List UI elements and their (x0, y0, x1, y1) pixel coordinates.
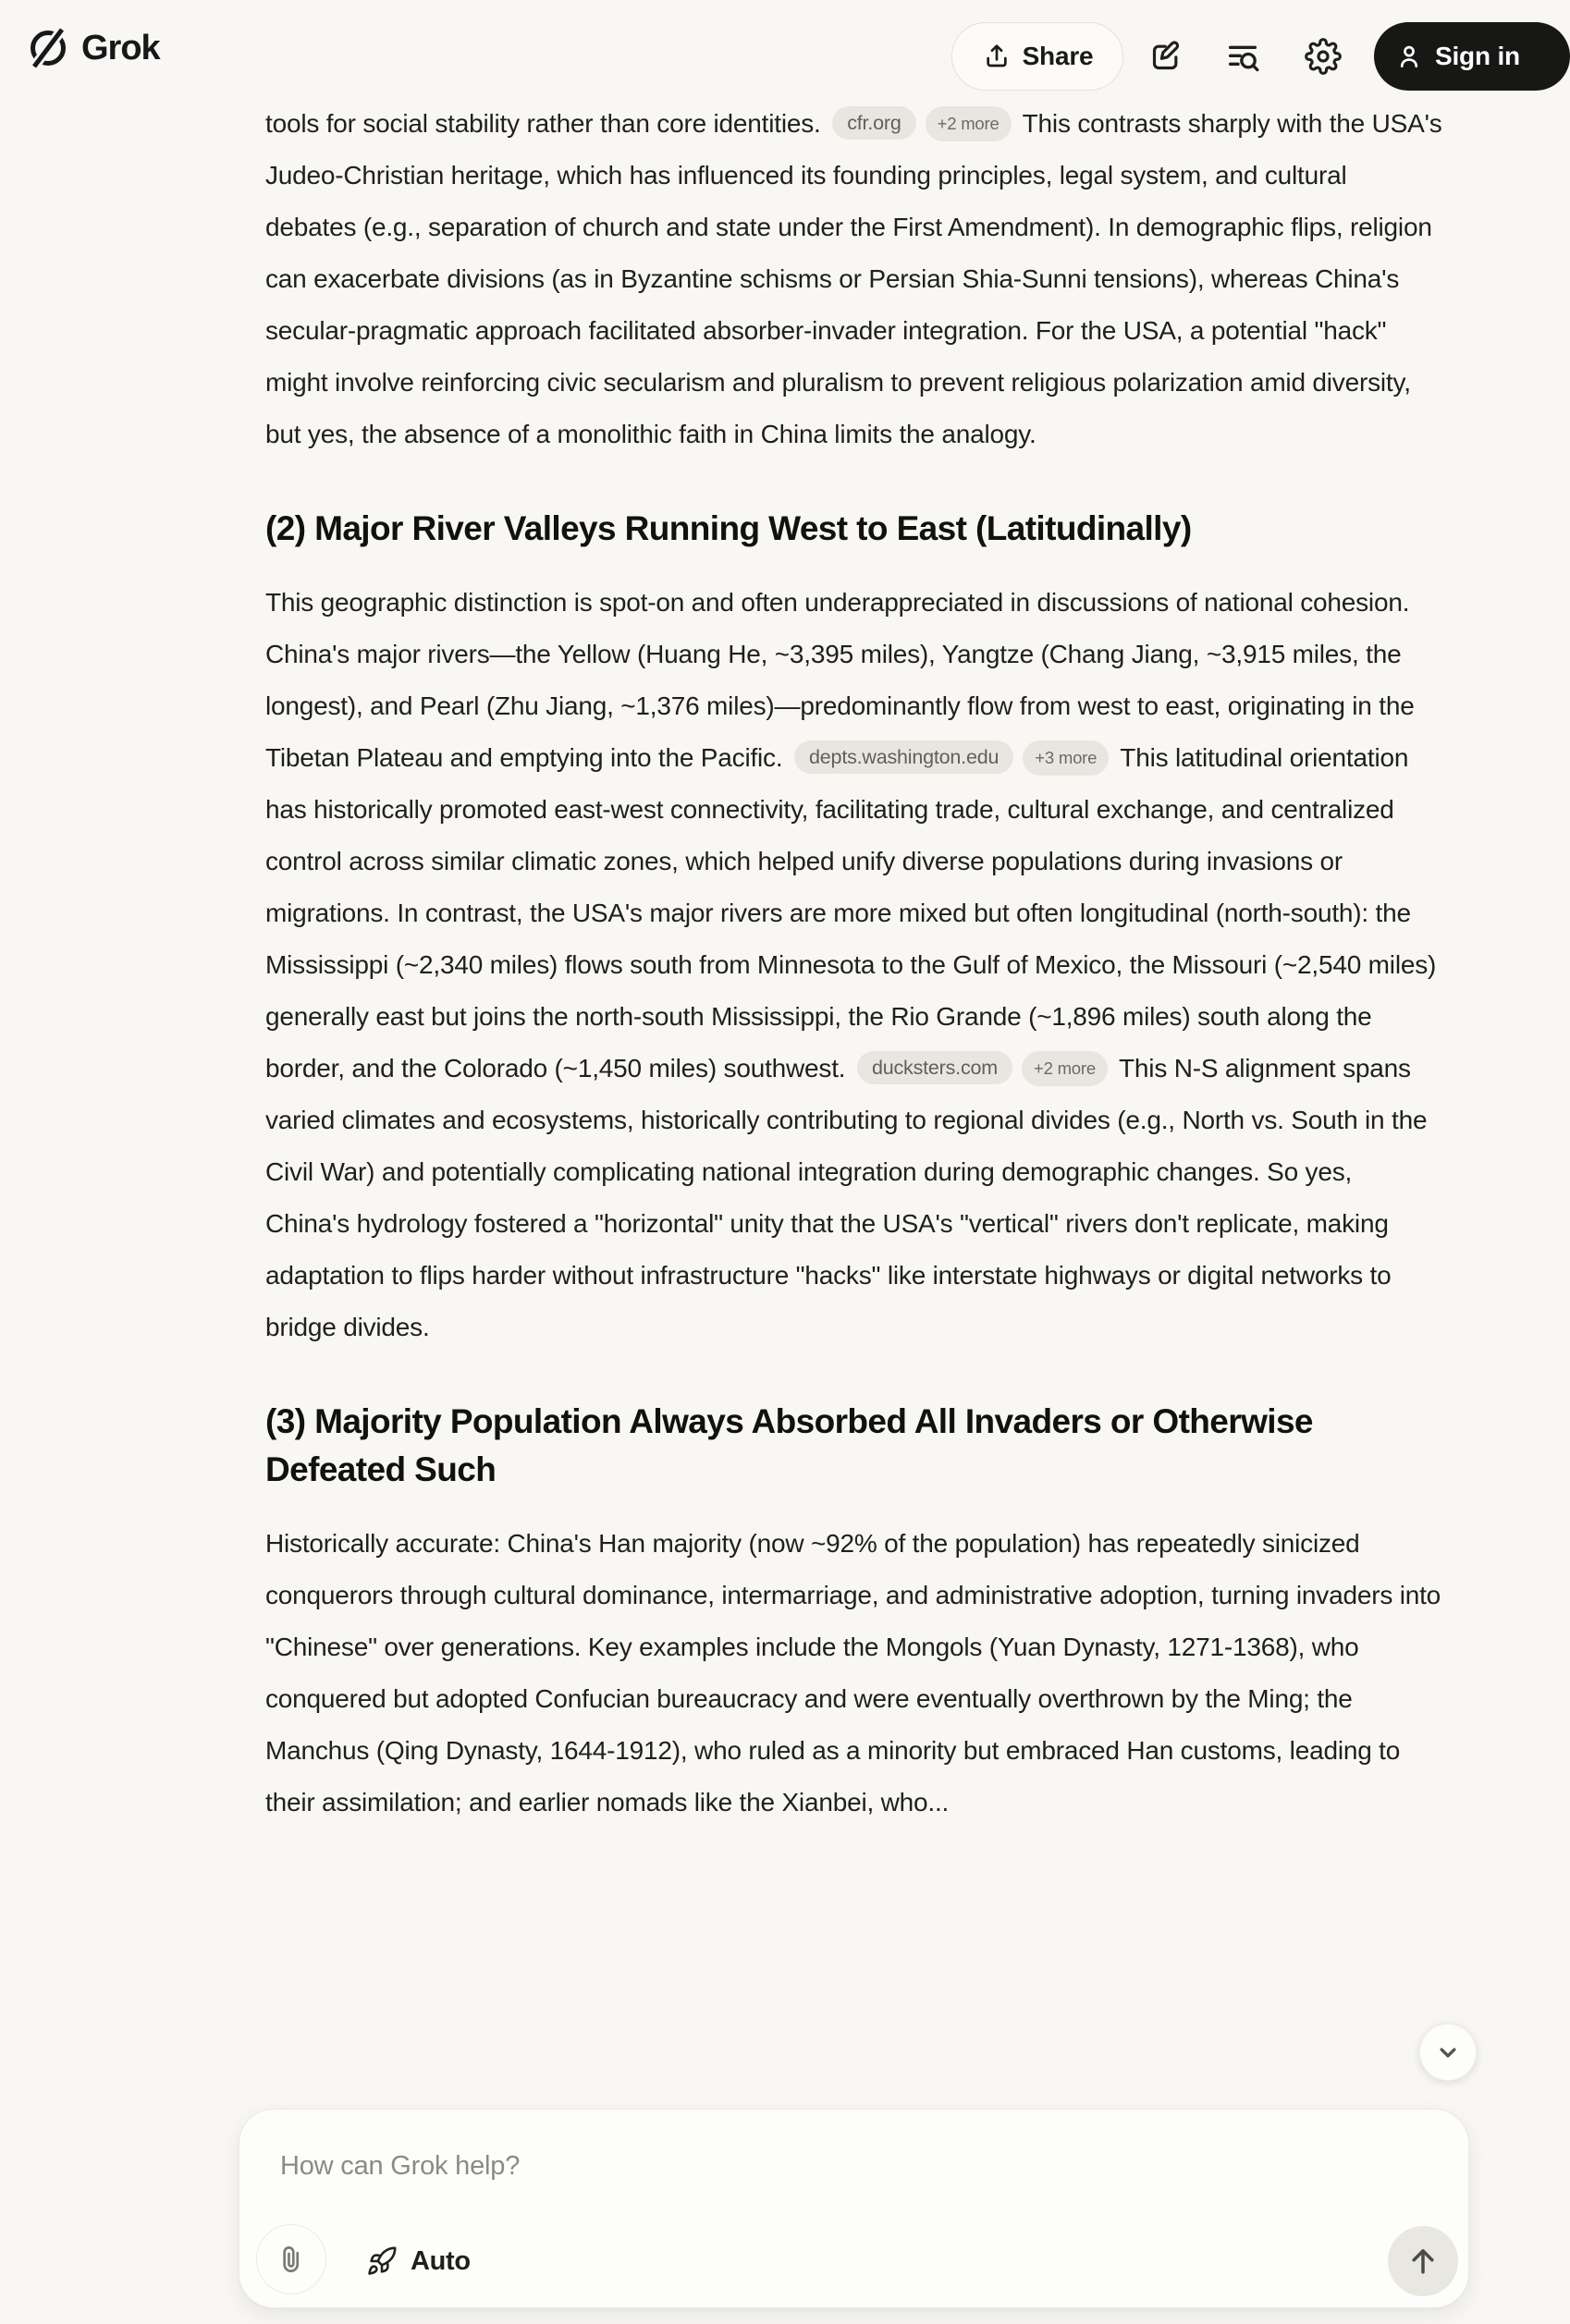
paragraph-religion (265, 98, 1442, 460)
paragraph-rivers (265, 577, 1442, 1353)
arrow-up-icon (1405, 2244, 1441, 2279)
settings-button[interactable] (1297, 31, 1349, 82)
gear-icon (1305, 38, 1342, 75)
scroll-to-bottom-button[interactable] (1419, 2024, 1477, 2081)
citation-more-pill[interactable]: +2 more (926, 106, 1012, 141)
message-input[interactable] (278, 2137, 1345, 2195)
citation-more-pill[interactable]: +3 more (1023, 740, 1109, 776)
top-bar (0, 0, 1520, 92)
share-label: Share (1022, 42, 1094, 70)
brand-name: Grok (81, 28, 160, 67)
person-icon (1394, 42, 1424, 71)
section-heading-rivers: (2) Major River Valleys Running West to East (Latitudinally) (265, 509, 1192, 547)
sign-in-label: Sign in (1435, 42, 1520, 70)
grok-logomark-icon (26, 26, 70, 70)
text-segment: This latitudinal orientation has historically promoted east-west connectivity, facilitating trade, cultural exchange, and centralized control across similar climatic zones, which helped unify diverse populations during invasions or migrations. In contrast, the USA's major rivers are more mixed but often longitudinal (north-south): the Mississippi (~2,340 miles) flows south from Minnesota to the Gulf of Mexico, the Missouri (~2,540 miles) generally east but joins the north-south Mississippi, the Rio Grande (~1,896 miles) south along the border, and the Colorado (~1,450 miles) southwest. (265, 743, 1437, 1082)
text-segment: tools for social stability rather than core identities. (265, 109, 821, 138)
citation-pill[interactable]: ducksters.com (857, 1051, 1012, 1084)
text-segment: This N-S alignment spans varied climates and ecosystems, historically contributing to regional divides (e.g., North vs. South in the Civil War) and potentially complicating national integration during demographic changes. So yes, China's hydrology fostered a "horizontal" unity that the USA's "vertical" rivers don't replicate, making adaptation to flips harder without infrastructure "hacks" like interstate highways or digital networks to bridge divides. (265, 1054, 1428, 1341)
text-segment: This contrasts sharply with the USA's Judeo-Christian heritage, which has influenced its founding principles, legal system, and cultural debates (e.g., separation of church and state under the First Amendment). In demographic flips, religion can exacerbate divisions (as in Byzantine schisms or Persian Shia-Sunni tensions), whereas China's secular-pragmatic approach facilitated absorber-invader integration. For the USA, a potential "hack" might involve reinforcing civic secularism and pluralism to prevent religious polarization amid diversity, but yes, the absence of a monolithic faith in China limits the analogy. (265, 109, 1442, 448)
text-segment: Historically accurate: China's Han majority (now ~92% of the population) has repeatedly sinicized conquerors through cultural dominance, intermarriage, and administrative adoption, turning invaders into "Chinese" over generations. Key examples include the Mongols (Yuan Dynasty, 1271-1368), who conquered but adopted Confucian bureaucracy and were eventually overthrown by the Ming; the Manchus (Qing Dynasty, 1644-1912), who ruled as a minority but embraced Han customs, leading to their assimilation; and earlier nomads like the Xianbei, who... (265, 1529, 1441, 1816)
history-search-icon (1224, 38, 1261, 75)
mode-label: Auto (411, 2245, 471, 2276)
citation-pill[interactable]: cfr.org (832, 106, 915, 140)
sign-in-button[interactable] (1374, 22, 1570, 91)
compose-icon (1147, 38, 1184, 75)
paragraph-population (265, 1518, 1442, 1829)
search-history-button[interactable] (1217, 31, 1269, 82)
chevron-down-icon (1432, 2037, 1464, 2068)
citation-pill[interactable]: depts.washington.edu (794, 740, 1013, 774)
paperclip-icon (275, 2243, 308, 2276)
mode-selector[interactable] (366, 2243, 471, 2280)
section-heading-population: (3) Majority Population Always Absorbed All Invaders or Otherwise Defeated Such (265, 1402, 1313, 1488)
attach-button[interactable] (256, 2224, 326, 2294)
citation-more-pill[interactable]: +2 more (1022, 1051, 1108, 1086)
message-composer[interactable] (239, 2109, 1469, 2308)
grok-logo[interactable] (26, 26, 160, 70)
text-segment: This geographic distinction is spot-on and often underappreciated in discussions of national cohesion. China's major rivers—the Yellow (Huang He, ~3,395 miles), Yangtze (Chang Jiang, ~3,915 miles, the longest), and Pearl (Zhu Jiang, ~1,376 miles)—predominantly flow from west to east, originating in the Tibetan Plateau and emptying into the Pacific. (265, 588, 1415, 772)
share-button[interactable] (951, 22, 1123, 91)
upload-icon (982, 42, 1012, 71)
new-chat-button[interactable] (1140, 31, 1192, 82)
send-button[interactable] (1388, 2226, 1458, 2296)
chat-response (265, 0, 1442, 1829)
rocket-icon (366, 2245, 398, 2277)
